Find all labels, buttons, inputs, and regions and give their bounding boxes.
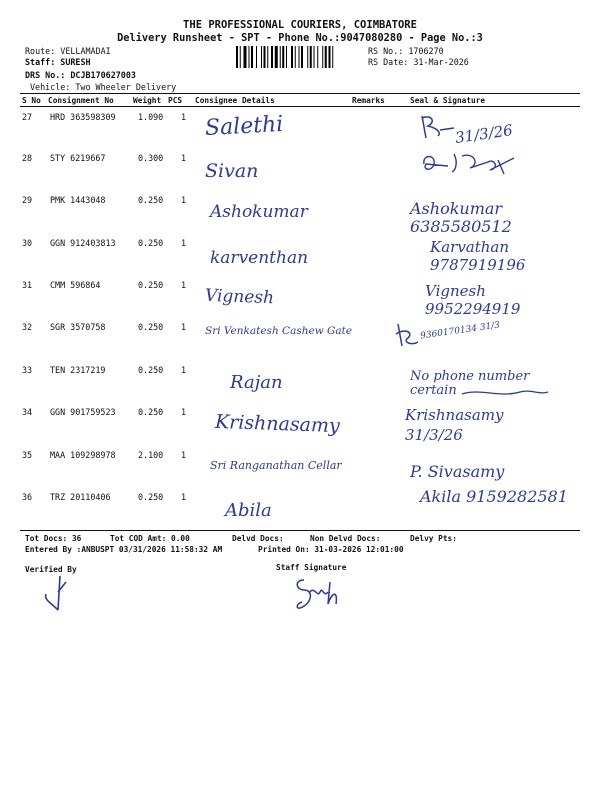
barcode-bar	[310, 46, 312, 68]
runsheet-subtitle: Delivery Runsheet - SPT - Phone No.:9047080280 - Page No.:3	[117, 32, 483, 44]
handwritten-consignee-name: Sivan	[205, 160, 259, 182]
row-consignment: CMM 596864	[50, 280, 101, 290]
non-delivered-docs: Non Delvd Docs:	[310, 534, 381, 543]
barcode-bar	[280, 46, 281, 68]
handwritten-consignee-name: karventhan	[210, 248, 309, 268]
staff-signature-label: Staff Signature	[276, 563, 347, 572]
row-sno: 36	[22, 492, 33, 502]
total-docs: Tot Docs: 36	[25, 534, 82, 543]
row-weight: 0.250	[138, 195, 164, 205]
delivered-docs: Delvd Docs:	[232, 534, 284, 543]
row-weight: 0.250	[138, 238, 164, 248]
signature-scribble	[418, 150, 528, 178]
row-consignment: SGR 3570758	[50, 322, 106, 332]
handwritten-signature: Vignesh 9952294919	[425, 282, 521, 318]
row-pcs: 1	[181, 153, 187, 163]
barcode-bar	[301, 46, 303, 68]
handwritten-signature: 31/3/26	[454, 121, 514, 147]
handwritten-signature: P. Sivasamy	[410, 462, 505, 481]
barcode-bar	[307, 46, 308, 68]
row-weight: 0.250	[138, 492, 164, 502]
signature-scribble	[392, 320, 422, 350]
col-pcs: PCS	[168, 96, 183, 105]
row-consignment: HRD 363598309	[50, 112, 116, 122]
row-pcs: 1	[181, 492, 187, 502]
row-weight: 2.100	[138, 450, 164, 460]
col-consignment: Consignment No	[48, 96, 114, 105]
col-sno: S No	[22, 96, 41, 105]
row-sno: 33	[22, 365, 33, 375]
route-label: Route: VELLAMADAI	[25, 46, 111, 56]
barcode-bar	[322, 46, 323, 68]
barcode-bar	[251, 46, 253, 68]
col-remarks: Remarks	[352, 96, 385, 105]
barcode-bar	[256, 46, 257, 68]
row-pcs: 1	[181, 365, 187, 375]
row-pcs: 1	[181, 238, 187, 248]
staff-signature	[292, 574, 352, 614]
row-pcs: 1	[181, 450, 187, 460]
row-weight: 0.250	[138, 322, 164, 332]
barcode-bar	[267, 46, 268, 68]
barcode-bar	[325, 46, 327, 68]
handwritten-consignee-name: Abila	[225, 500, 272, 521]
row-pcs: 1	[181, 112, 187, 122]
row-consignment: TEN 2317219	[50, 365, 106, 375]
row-consignment: TRZ 20110406	[50, 492, 111, 502]
row-pcs: 1	[181, 195, 187, 205]
row-sno: 34	[22, 407, 33, 417]
rs-number: RS No.: 1706270	[368, 46, 444, 56]
vehicle-label: Vehicle: Two Wheeler Delivery	[30, 82, 177, 92]
header-bottom-rule	[20, 106, 580, 107]
handwritten-consignee-name: Krishnasamy	[214, 410, 341, 438]
col-weight: Weight	[133, 96, 162, 105]
row-consignment: PMK 1443048	[50, 195, 106, 205]
row-consignment: MAA 109298978	[50, 450, 116, 460]
col-consignee: Consignee Details	[195, 96, 275, 105]
row-sno: 32	[22, 322, 33, 332]
row-weight: 0.250	[138, 280, 164, 290]
barcode-bar	[286, 46, 287, 68]
footer-rule	[20, 530, 580, 531]
row-pcs: 1	[181, 407, 187, 417]
handwritten-consignee-name: Sri Venkatesh Cashew Gate	[205, 325, 353, 337]
handwritten-consignee-name: Vignesh	[204, 285, 275, 309]
header-top-rule	[20, 93, 580, 94]
row-consignment: GGN 912403813	[50, 238, 116, 248]
barcode-bar	[291, 46, 293, 68]
barcode-bar	[282, 46, 284, 68]
row-sno: 29	[22, 195, 33, 205]
row-pcs: 1	[181, 322, 187, 332]
row-pcs: 1	[181, 280, 187, 290]
verified-signature	[40, 572, 70, 614]
barcode-bar	[240, 46, 241, 68]
row-consignment: STY 6219667	[50, 153, 106, 163]
barcode-bar	[264, 46, 266, 68]
printed-on: Printed On: 31-03-2026 12:01:00	[258, 545, 404, 554]
barcode-bar	[271, 46, 273, 68]
handwritten-consignee-name: Sri Ranganathan Cellar	[210, 459, 342, 472]
handwritten-signature: Krishnasamy 31/3/26	[405, 406, 504, 444]
row-sno: 27	[22, 112, 33, 122]
handwritten-consignee-name: Ashokumar	[210, 202, 308, 222]
barcode-bar	[295, 46, 296, 68]
company-title: THE PROFESSIONAL COURIERS, COIMBATORE	[183, 19, 417, 31]
barcode-bar	[275, 46, 278, 68]
handwritten-consignee-name: Rajan	[230, 372, 283, 393]
barcode-bar	[236, 46, 238, 68]
barcode	[236, 46, 364, 68]
total-cod-amount: Tot COD Amt: 0.00	[110, 534, 190, 543]
row-sno: 30	[22, 238, 33, 248]
handwritten-consignee-name: Salethi	[204, 111, 284, 142]
entered-by: Entered By :ANBUSPT 03/31/2026 11:58:32 AM	[25, 545, 223, 554]
barcode-bar	[244, 46, 247, 68]
row-weight: 0.250	[138, 365, 164, 375]
row-weight: 0.300	[138, 153, 164, 163]
handwritten-signature: Akila 9159282581	[420, 487, 568, 506]
row-sno: 31	[22, 280, 33, 290]
col-seal-signature: Seal & Signature	[410, 96, 486, 105]
handwritten-signature: Ashokumar 6385580512	[410, 199, 512, 236]
barcode-bar	[329, 46, 331, 68]
verified-by-label: Verified By	[25, 565, 77, 574]
row-consignment: GGN 901759523	[50, 407, 116, 417]
delivery-points: Delvy Pts:	[410, 534, 457, 543]
barcode-bar	[249, 46, 250, 68]
barcode-bar	[299, 46, 300, 68]
barcode-bar	[314, 46, 315, 68]
row-sno: 35	[22, 450, 33, 460]
strikethrough-scribble	[460, 386, 550, 400]
handwritten-signature: No phone number certain	[410, 369, 530, 398]
row-weight: 1.090	[138, 112, 164, 122]
barcode-bar	[317, 46, 318, 68]
staff-label: Staff: SURESH	[25, 57, 91, 67]
signature-scribble	[418, 112, 458, 142]
row-sno: 28	[22, 153, 33, 163]
barcode-bar	[332, 46, 333, 68]
barcode-bar	[261, 46, 262, 68]
handwritten-signature: 9360170134 31/3	[419, 320, 501, 342]
row-weight: 0.250	[138, 407, 164, 417]
rs-date: RS Date: 31-Mar-2026	[368, 57, 469, 67]
drs-label: DRS No.: DCJB170627003	[25, 70, 136, 80]
handwritten-signature: Karvathan 9787919196	[430, 238, 526, 274]
